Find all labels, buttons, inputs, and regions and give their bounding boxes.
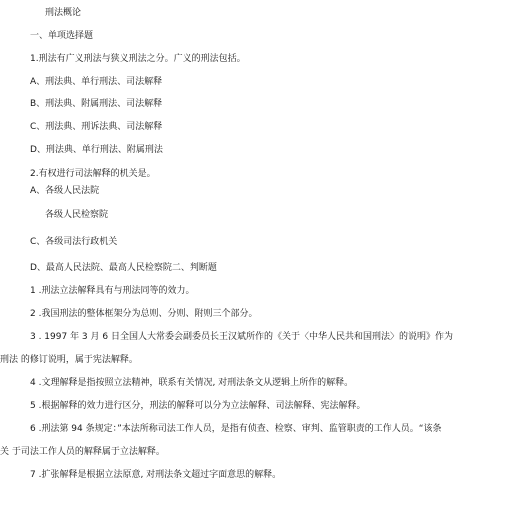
question-1-option-c: C、刑法典、刑诉法典、司法解释 [30, 122, 163, 132]
question-1-option-a: A、刑法典、单行刑法、司法解释 [30, 77, 163, 87]
question-2-stem: 2.有权进行司法解释的机关是。 [30, 169, 156, 179]
judgment-6-line-1: 6 .刑法第 94 条规定：”本法所称司法工作人员，是指有侦查、检察、审判、监管职责的工作人员。“该条 [30, 424, 442, 434]
judgment-2: 2 .我国刑法的整体框架分为总则、分则、附则三个部分。 [30, 309, 258, 319]
judgment-6-line-2: 关 于司法工作人员的解释属于立法解释。 [0, 447, 165, 457]
question-1-stem: 1.刑法有广义刑法与狭义刑法之分。广义的刑法包括。 [30, 54, 246, 64]
section-heading-single-choice: 一、单项选择题 [30, 31, 94, 41]
judgment-3-line-1: 3 . 1997 年 3 月 6 日全国人大常委会副委员长王汉斌所作的《关于〈中华人民共和国刑法〉的说明》作为 [30, 332, 453, 342]
judgment-3-line-2: 刑法 的修订说明，属于宪法解释。 [0, 355, 138, 365]
question-2-option-a: A、各级人民法院 [30, 186, 100, 196]
judgment-1: 1 .刑法立法解释具有与刑法同等的效力。 [30, 286, 195, 296]
question-2-option-d: D、最高人民法院、最高人民检察院二、判断题 [30, 263, 217, 273]
question-2-option-b: 各级人民检察院 [45, 210, 109, 220]
document-title: 刑法概论 [45, 8, 82, 18]
question-2-option-c: C、各级司法行政机关 [30, 237, 118, 247]
judgment-5: 5 .根据解释的效力进行区分，刑法的解释可以分为立法解释、司法解释、宪法解释。 [30, 401, 366, 411]
question-1-option-d: D、刑法典、单行刑法、附属刑法 [30, 145, 163, 155]
judgment-4: 4 .文理解释是指按照立法精神，联系有关情况, 对刑法条文从逻辑上所作的解释。 [30, 378, 354, 388]
question-1-option-b: B、刑法典、附属刑法、司法解释 [30, 99, 163, 109]
judgment-7: 7 .扩张解释是根据立法原意, 对刑法条文超过字面意思的解释。 [30, 470, 282, 480]
